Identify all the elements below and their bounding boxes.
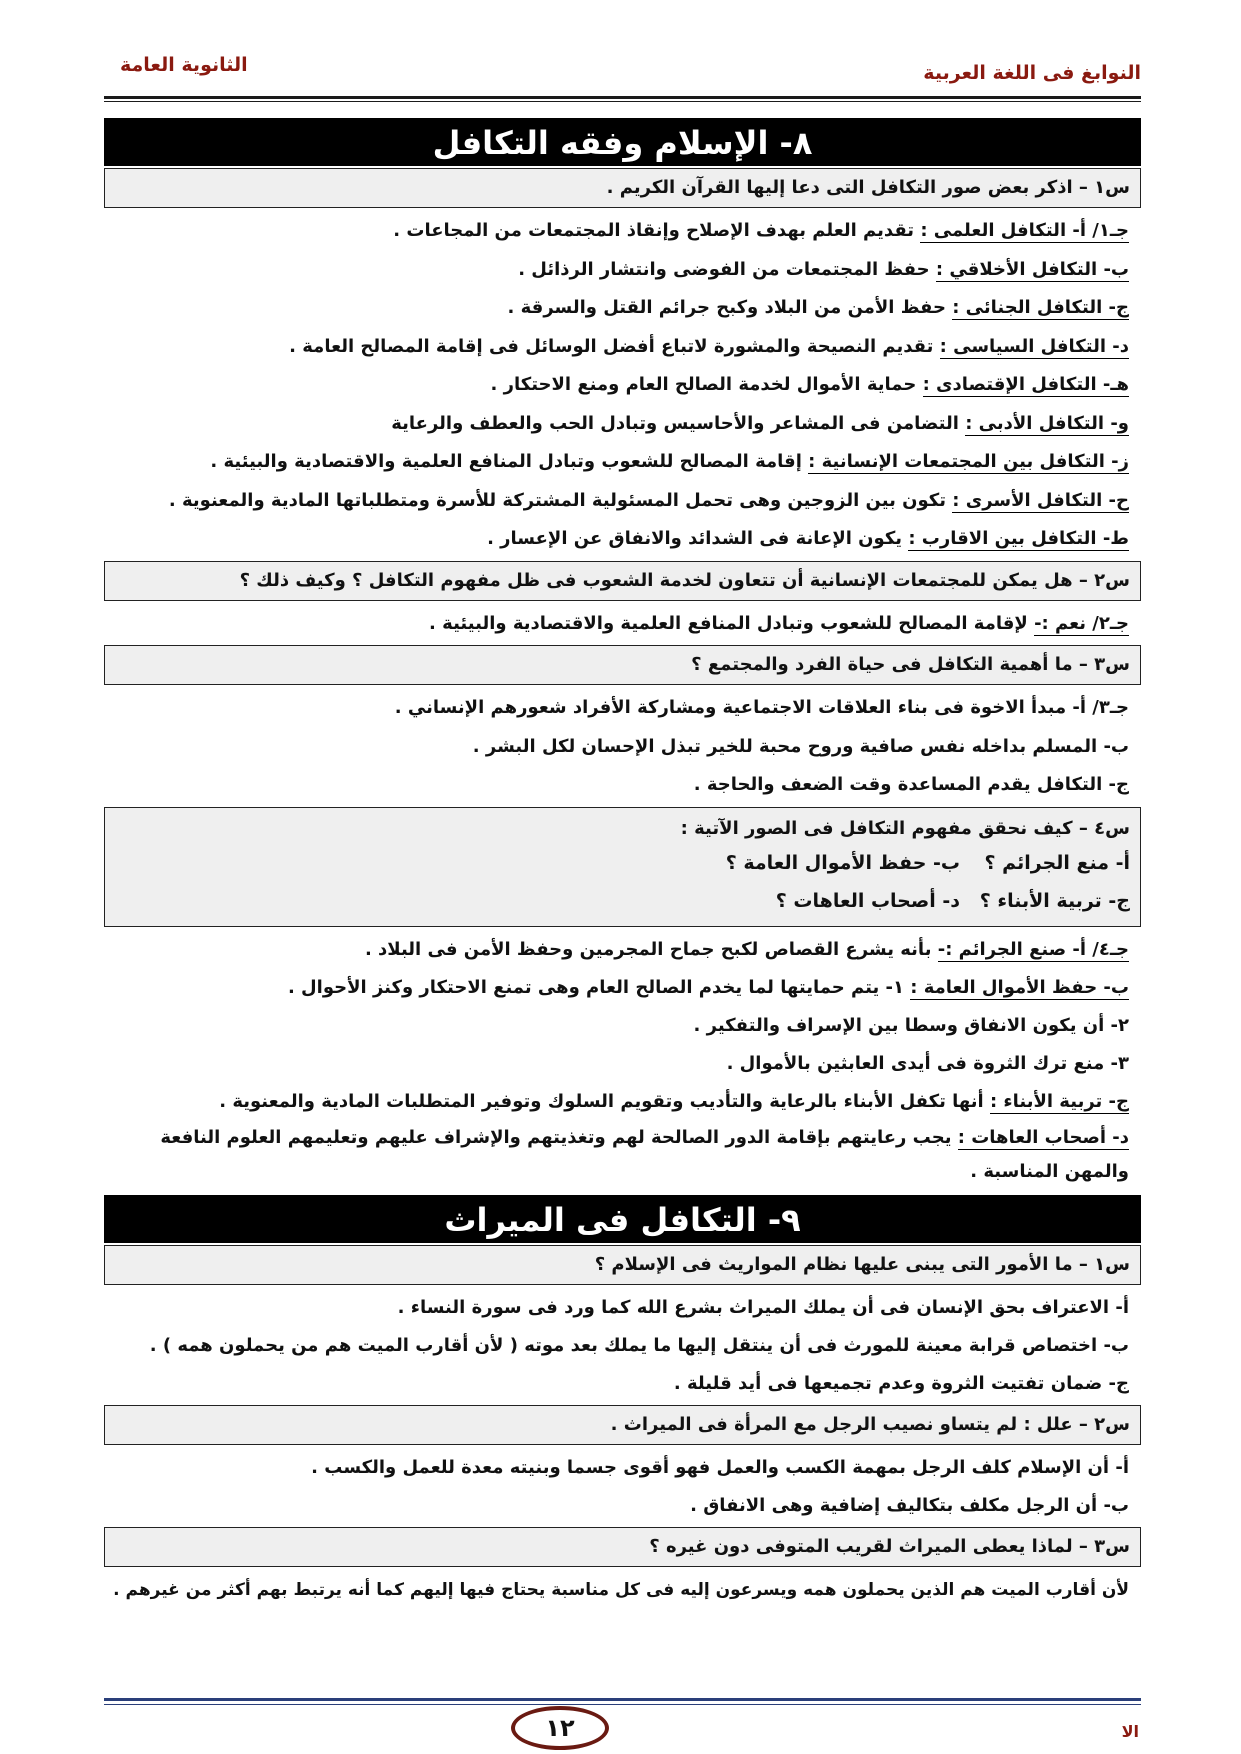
question-8-4 bbox=[104, 807, 1141, 927]
option-c: ج- تربية الأبناء ؟ bbox=[979, 889, 1130, 912]
answer-line: أ- أن الإسلام كلف الرجل بمهمة الكسب والعمل فهو أقوى جسما وبنيته معدة للعمل والكسب . bbox=[311, 1456, 1129, 1478]
answer-line bbox=[104, 212, 1129, 251]
answer-text: حفظ الأمن من البلاد وكبح جرائم القتل والسرقة . bbox=[507, 297, 953, 318]
answer-text: لإقامة المصالح للشعوب وتبادل المنافع العلمية والاقتصادية والبيئية . bbox=[429, 612, 1035, 634]
option-a: أ- منع الجرائم ؟ bbox=[984, 851, 1130, 874]
answer-term: جـ٢/ نعم :- bbox=[1034, 612, 1129, 634]
answer-term: ب- حفظ الأموال العامة : bbox=[910, 976, 1129, 998]
answer-term: ج- تربية الأبناء : bbox=[989, 1090, 1129, 1112]
header-divider bbox=[104, 96, 1141, 102]
footer-mark: الا bbox=[1121, 1722, 1139, 1741]
question-8-1: س١ – اذكر بعض صور التكافل التى دعا إليها القرآن الكريم . bbox=[104, 168, 1141, 208]
answer-line bbox=[104, 1121, 1129, 1189]
answer-text: تقديم النصيحة والمشورة لاتباع أفضل الوسائل فى إقامة المصالح العامة . bbox=[289, 335, 940, 357]
answer-line bbox=[104, 1045, 1129, 1083]
answer-text: ٣- منع ترك الثروة فى أيدى العابثين بالأموال . bbox=[726, 1052, 1129, 1074]
answer-line bbox=[104, 969, 1129, 1007]
page-content bbox=[104, 118, 1141, 1609]
section-9-banner: ٩- التكافل فى الميراث bbox=[104, 1195, 1141, 1243]
answer-line bbox=[104, 520, 1129, 559]
option-d: د- أصحاب العاهات ؟ bbox=[775, 889, 960, 912]
answer-text: التضامن فى المشاعر والأحاسيس وتبادل الحب والعطف والرعاية bbox=[391, 412, 966, 434]
answer-text: ١- يتم حمايتها لما يخدم الصالح العام وهى تمنع الاحتكار وكنز الأحوال . bbox=[287, 976, 911, 998]
answer-8-4 bbox=[104, 931, 1141, 1189]
answer-line: ب- اختصاص قرابة معينة للمورث فى أن ينتقل إليها ما يملك بعد موته ( لأن أقارب الميت هم من يحملون همه ) . bbox=[149, 1334, 1129, 1356]
answer-line bbox=[104, 405, 1129, 444]
answer-text: أنها تكفل الأبناء بالرعاية والتأديب وتقويم السلوك وتوفير المتطلبات المادية والمعنوية . bbox=[219, 1090, 990, 1112]
answer-term: ج- التكافل الجنائى : bbox=[952, 297, 1129, 318]
question-8-3: س٣ – ما أهمية التكافل فى حياة الفرد والمجتمع ؟ bbox=[104, 645, 1141, 685]
answer-line bbox=[104, 443, 1129, 482]
question-8-4-options-row-1 bbox=[115, 844, 1130, 882]
option-b: ب- حفظ الأموال العامة ؟ bbox=[725, 851, 960, 874]
answer-line: ج- التكافل يقدم المساعدة وقت الضعف والحاجة . bbox=[693, 774, 1129, 795]
answer-term: ط- التكافل بين الاقارب : bbox=[908, 528, 1129, 549]
answer-term: هـ- التكافل الإقتصادى : bbox=[922, 374, 1129, 395]
answer-term: ز- التكافل بين المجتمعات الإنسانية : bbox=[808, 451, 1129, 472]
answer-term: د- أصحاب العاهات : bbox=[957, 1126, 1129, 1148]
answer-line bbox=[104, 251, 1129, 290]
answer-line bbox=[104, 1007, 1129, 1045]
answer-8-3 bbox=[104, 689, 1141, 805]
page-number: ١٢ bbox=[511, 1706, 609, 1750]
answer-9-3 bbox=[104, 1571, 1141, 1609]
answer-line: أ- الاعتراف بحق الإنسان فى أن يملك الميراث بشرع الله كما ورد فى سورة النساء . bbox=[397, 1296, 1129, 1318]
header-grade-title: الثانوية العامة bbox=[120, 54, 248, 76]
question-8-4-title: س٤ – كيف نحقق مفهوم التكافل فى الصور الآتية : bbox=[680, 817, 1130, 839]
answer-term: ح- التكافل الأسرى : bbox=[952, 489, 1129, 511]
answer-term: جـ١/ أ- التكافل العلمى : bbox=[920, 220, 1129, 241]
answer-text: حفظ المجتمعات من الفوضى وانتشار الرذائل . bbox=[518, 258, 936, 280]
answer-line: ب- المسلم بداخله نفس صافية وروح محبة للخير تبذل الإحسان لكل البشر . bbox=[472, 735, 1129, 757]
answer-line: ب- أن الرجل مكلف بتكاليف إضافية وهى الانفاق . bbox=[690, 1494, 1129, 1516]
answer-9-2 bbox=[104, 1449, 1141, 1525]
answer-line bbox=[104, 328, 1129, 367]
answer-text: يجب رعايتهم بإقامة الدور الصالحة لهم وتغذيتهم والإشراف عليهم وتعليمهم العلوم النافعة والمهن المناسبة . bbox=[160, 1126, 1129, 1182]
answer-text: ٢- أن يكون الانفاق وسطا بين الإسراف والتفكير . bbox=[693, 1014, 1129, 1036]
section-8-banner: ٨- الإسلام وفقه التكافل bbox=[104, 118, 1141, 166]
answer-8-2 bbox=[104, 605, 1141, 644]
question-8-4-options-row-2 bbox=[115, 882, 1130, 920]
answer-term: جـ٤/ أ- صنع الجرائم :- bbox=[937, 938, 1129, 960]
answer-line: ج- ضمان تفتيت الثروة وعدم تجميعها فى أيد قليلة . bbox=[673, 1372, 1129, 1394]
footer-divider bbox=[104, 1698, 1141, 1705]
answer-term: د- التكافل السياسى : bbox=[939, 335, 1129, 357]
answer-line bbox=[104, 931, 1129, 969]
answer-text: تقديم العلم بهدف الإصلاح وإنقاذ المجتمعات من المجاعات . bbox=[393, 220, 921, 241]
answer-line bbox=[104, 482, 1129, 521]
question-8-2: س٢ – هل يمكن للمجتمعات الإنسانية أن تتعاون لخدمة الشعوب فى ظل مفهوم التكافل ؟ وكيف ذلك ؟ bbox=[104, 561, 1141, 601]
answer-line bbox=[104, 366, 1129, 405]
answer-line bbox=[104, 1083, 1129, 1121]
answer-text: يكون الإعانة فى الشدائد والانفاق عن الإعسار . bbox=[487, 528, 909, 549]
answer-line: لأن أقارب الميت هم الذين يحملون همه ويسرعون إليه فى كل مناسبة يحتاج فيها إليهم كما أنه يرتبط بهم أكثر من غيرهم . bbox=[113, 1579, 1129, 1600]
answer-8-1 bbox=[104, 212, 1141, 559]
question-9-2: س٢ – علل : لم يتساو نصيب الرجل مع المرأة فى الميراث . bbox=[104, 1405, 1141, 1445]
question-9-1: س١ – ما الأمور التى يبنى عليها نظام المواريث فى الإسلام ؟ bbox=[104, 1245, 1141, 1285]
answer-line bbox=[104, 289, 1129, 328]
answer-text: بأنه يشرع القصاص لكبح جماح المجرمين وحفظ الأمن فى البلاد . bbox=[364, 938, 938, 960]
answer-9-1 bbox=[104, 1289, 1141, 1403]
answer-text: تكون بين الزوجين وهى تحمل المسئولية المشتركة للأسرة ومتطلباتها المادية والمعنوية . bbox=[168, 489, 953, 511]
answer-line: جـ٣/ أ- مبدأ الاخوة فى بناء العلاقات الاجتماعية ومشاركة الأفراد شعورهم الإنساني . bbox=[394, 697, 1129, 718]
header-book-title: النوابغ فى اللغة العربية bbox=[923, 62, 1141, 84]
answer-text: إقامة المصالح للشعوب وتبادل المنافع العلمية والاقتصادية والبيئية . bbox=[210, 451, 809, 472]
answer-term: ب- التكافل الأخلاقي : bbox=[935, 258, 1129, 280]
answer-text: حماية الأموال لخدمة الصالح العام ومنع الاحتكار . bbox=[490, 374, 923, 395]
question-9-3: س٣ – لماذا يعطى الميراث لقريب المتوفى دون غيره ؟ bbox=[104, 1527, 1141, 1567]
answer-term: و- التكافل الأدبى : bbox=[965, 412, 1129, 434]
answer-line bbox=[104, 605, 1129, 644]
